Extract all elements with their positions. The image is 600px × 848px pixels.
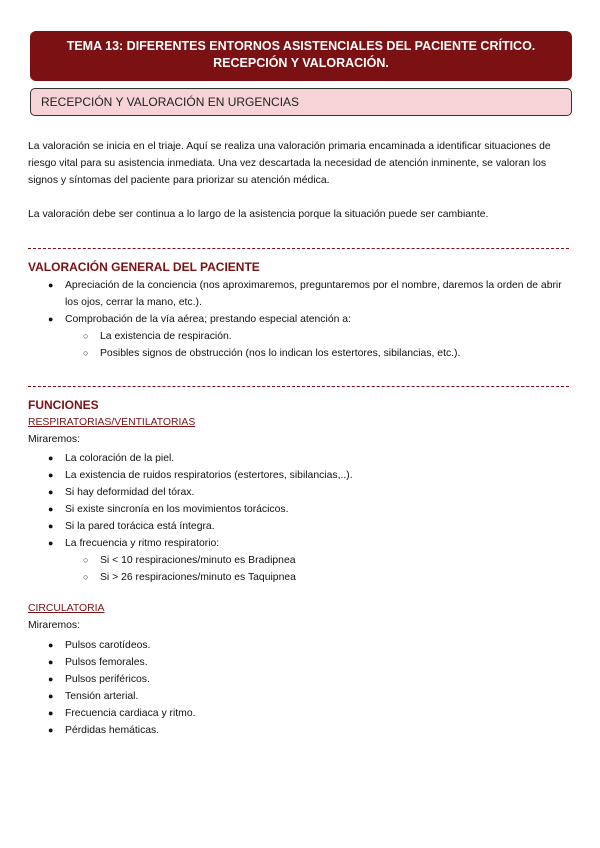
bullet-icon: ● — [48, 487, 54, 497]
list-item — [83, 328, 573, 345]
list-item-text: Pulsos periféricos. — [65, 674, 150, 685]
general-sublist — [83, 328, 573, 362]
list-item — [48, 501, 573, 518]
list-item — [48, 277, 573, 311]
general-list — [48, 277, 573, 362]
bullet-icon: ● — [48, 538, 54, 548]
list-item-text: Posibles signos de obstrucción (nos lo indican los estertores, sibilancias, etc.). — [100, 348, 461, 359]
bullet-icon: ● — [48, 504, 54, 514]
list-item — [48, 467, 573, 484]
list-item — [48, 637, 573, 654]
section-subtitle: RECEPCIÓN Y VALORACIÓN EN URGENCIAS — [30, 88, 572, 116]
bullet-icon: ● — [48, 470, 54, 480]
list-item — [48, 518, 573, 535]
circulatoria-list — [48, 637, 573, 739]
funciones-section-title: FUNCIONES — [28, 398, 99, 412]
document-title-line2: RECEPCIÓN Y VALORACIÓN. — [213, 56, 389, 70]
intro-paragraph-1: La valoración se inicia en el triaje. Aquí se realiza una valoración primaria encaminada a identificar situaciones de riesgo vital para su asistencia inmediata. Una vez descartada la necesidad de atención inminente, se valoran los signos y síntomas del paciente para priorizar su atención médica. — [28, 141, 551, 186]
list-item — [83, 345, 573, 362]
list-item-text: Si hay deformidad del tórax. — [65, 487, 195, 498]
respiratorias-list — [48, 450, 573, 586]
sub-bullet-icon: ○ — [83, 348, 89, 358]
list-item — [48, 654, 573, 671]
section-divider — [28, 386, 569, 387]
bullet-icon: ● — [48, 521, 54, 531]
list-item-text: La frecuencia y ritmo respiratorio: — [65, 538, 220, 549]
list-item-text: La existencia de ruidos respiratorios (estertores, sibilancias,..). — [65, 470, 353, 481]
list-item-text: Apreciación de la conciencia (nos aproximaremos, preguntaremos por el nombre, daremos la orden de abrir los ojos, cerrar la mano, etc.). — [65, 280, 562, 308]
list-item-text: Si la pared torácica está íntegra. — [65, 521, 215, 532]
list-item-text: Comprobación de la vía aérea; prestando especial atención a: — [65, 314, 351, 325]
sub-bullet-icon: ○ — [83, 331, 89, 341]
list-item — [48, 450, 573, 467]
list-item-text: Pulsos carotídeos. — [65, 640, 151, 651]
bullet-icon: ● — [48, 725, 54, 735]
list-item-text: Si < 10 respiraciones/minuto es Bradipnea — [100, 555, 296, 566]
list-item — [48, 535, 573, 586]
list-item — [48, 688, 573, 705]
list-item — [83, 552, 573, 569]
list-item-text: Pérdidas hemáticas. — [65, 725, 160, 736]
respiratorias-heading: RESPIRATORIAS/VENTILATORIAS — [28, 417, 196, 428]
circulatoria-label: Miraremos: — [28, 620, 80, 631]
list-item-text: Si existe sincronía en los movimientos torácicos. — [65, 504, 289, 515]
bullet-icon: ● — [48, 640, 54, 650]
list-item — [48, 484, 573, 501]
bullet-icon: ● — [48, 674, 54, 684]
intro-paragraph-2: La valoración debe ser continua a lo largo de la asistencia porque la situación puede ser cambiante. — [28, 209, 489, 220]
list-item — [83, 569, 573, 586]
list-item-text: Frecuencia cardiaca y ritmo. — [65, 708, 196, 719]
list-item — [48, 671, 573, 688]
document-title-line1: TEMA 13: DIFERENTES ENTORNOS ASISTENCIALES DEL PACIENTE CRÍTICO. — [66, 39, 536, 53]
bullet-icon: ● — [48, 691, 54, 701]
list-item — [48, 311, 573, 362]
document-title-banner — [30, 31, 572, 81]
list-item-text: Pulsos femorales. — [65, 657, 148, 668]
list-item — [48, 722, 573, 739]
bullet-icon: ● — [48, 280, 54, 290]
list-item-text: La coloración de la piel. — [65, 453, 175, 464]
sub-bullet-icon: ○ — [83, 572, 89, 582]
bullet-icon: ● — [48, 657, 54, 667]
bullet-icon: ● — [48, 708, 54, 718]
circulatoria-heading: CIRCULATORIA — [28, 603, 105, 614]
general-section-title: VALORACIÓN GENERAL DEL PACIENTE — [28, 260, 260, 274]
bullet-icon: ● — [48, 314, 54, 324]
respiratorias-label: Miraremos: — [28, 434, 80, 445]
respiratorias-sublist — [83, 552, 573, 586]
bullet-icon: ● — [48, 453, 54, 463]
list-item-text: Tensión arterial. — [65, 691, 139, 702]
list-item-text: La existencia de respiración. — [100, 331, 232, 342]
list-item — [48, 705, 573, 722]
sub-bullet-icon: ○ — [83, 555, 89, 565]
list-item-text: Si > 26 respiraciones/minuto es Taquipnea — [100, 572, 296, 583]
section-divider — [28, 248, 569, 249]
